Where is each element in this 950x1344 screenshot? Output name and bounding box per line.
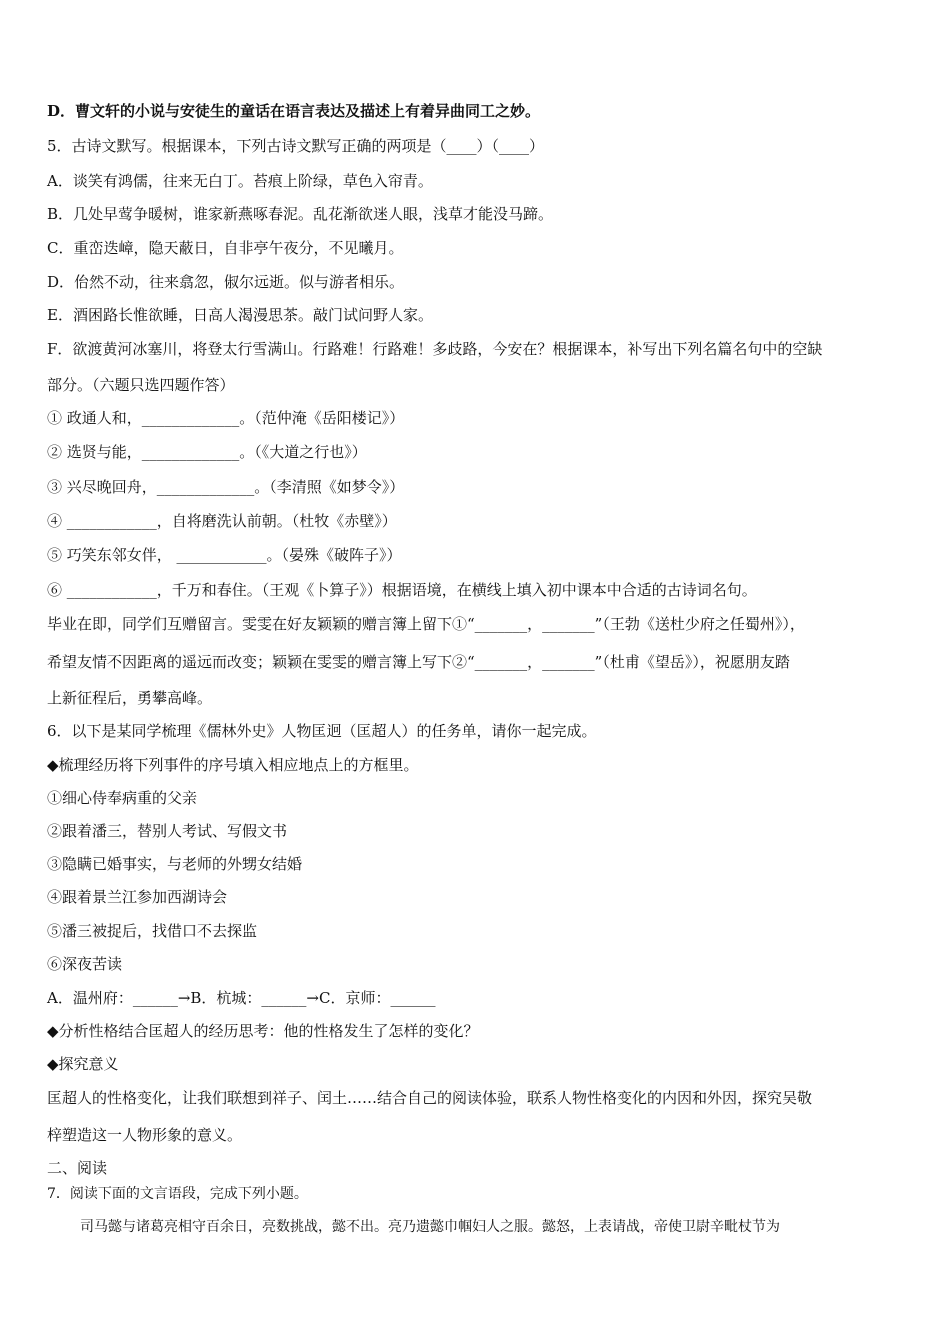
option-d2-line: D．佁然不动，往来翕忽，俶尔远逝。似与游者相乐。	[47, 273, 405, 291]
context-line-2: 希望友情不因距离的遥远而改变；颖颖在雯雯的赠言簿上写下②“_______，_______”（杜甫《望岳》），祝愿朋友踏	[47, 653, 790, 671]
fill-item-4: ④ ____________，自将磨洗认前朝。（杜牧《赤壁》）	[47, 512, 397, 530]
event-6: ⑥深夜苦读	[47, 955, 123, 973]
location-blanks: A．温州府：______→B．杭城：______→C．京师：______	[47, 989, 436, 1007]
option-d-line: D．曹文轩的小说与安徒生的童话在语言表达及描述上有着异曲同工之妙。	[47, 102, 541, 120]
classical-passage-line: 司马懿与诸葛亮相守百余日，亮数挑战，懿不出。亮乃遗懿巾帼妇人之服。懿怒，上表请战，帝使卫尉辛毗杖节为	[80, 1219, 780, 1235]
context-line-3: 上新征程后，勇攀高峰。	[47, 689, 213, 707]
task-1-heading: ◆梳理经历将下列事件的序号填入相应地点上的方框里。	[47, 756, 419, 774]
event-1: ①细心侍奉病重的父亲	[47, 789, 198, 807]
event-2: ②跟着潘三，替别人考试、写假文书	[47, 822, 288, 840]
fill-item-5: ⑤ 巧笑东邻女伴， ____________。（晏殊《破阵子》）	[47, 546, 402, 564]
task-3-body-2: 梓塑造这一人物形象的意义。	[47, 1126, 243, 1144]
event-4: ④跟着景兰江参加西湖诗会	[47, 888, 228, 906]
section-2-heading: 二、阅读	[47, 1159, 108, 1177]
option-a-line: A．谈笑有鸿儒，往来无白丁。苔痕上阶绿，草色入帘青。	[47, 172, 433, 190]
option-b-line: B．几处早莺争暖树，谁家新燕啄春泥。乱花渐欲迷人眼，浅草才能没马蹄。	[47, 205, 554, 223]
question-7-stem: 7．阅读下面的文言语段，完成下列小题。	[47, 1186, 308, 1202]
instruction-line: 部分。（六题只选四题作答）	[47, 376, 235, 394]
fill-item-2: ② 选贤与能，_____________。（《大道之行也》）	[47, 443, 367, 461]
fill-item-6: ⑥ ____________，千万和春住。（王观《卜算子》）根据语境，在横线上填入初中课本中合适的古诗词名句。	[47, 581, 757, 599]
task-2-heading: ◆分析性格结合匡超人的经历思考：他的性格发生了怎样的变化？	[47, 1022, 479, 1040]
fill-item-1: ① 政通人和，_____________。（范仲淹《岳阳楼记》）	[47, 409, 405, 427]
option-f-line: F．欲渡黄河冰塞川，将登太行雪满山。行路难！行路难！多歧路，今安在？根据课本，补写出下列名篇名句中的空缺	[47, 340, 823, 358]
event-3: ③隐瞒已婚事实，与老师的外甥女结婚	[47, 855, 303, 873]
event-5: ⑤潘三被捉后，找借口不去探监	[47, 922, 258, 940]
option-e-line: E．酒困路长惟欲睡，日高人渴漫思茶。敲门试问野人家。	[47, 306, 433, 324]
question-5-stem: 5．古诗文默写。根据课本，下列古诗文默写正确的两项是（____）（____）	[47, 137, 545, 155]
option-c-line: C．重峦迭嶂，隐天蔽日，自非亭午夜分，不见曦月。	[47, 239, 404, 257]
context-line-1: 毕业在即，同学们互赠留言。雯雯在好友颖颖的赠言簿上留下①“_______，_______”（王勃《送杜少府之任蜀州》），	[47, 615, 805, 633]
task-3-body-1: 匡超人的性格变化，让我们联想到祥子、闰土……结合自己的阅读体验，联系人物性格变化的内因和外因，探究吴敬	[47, 1089, 813, 1107]
question-6-stem: 6．以下是某同学梳理《儒林外史》人物匡迥（匡超人）的任务单，请你一起完成。	[47, 722, 597, 740]
fill-item-3: ③ 兴尽晚回舟，_____________。（李清照《如梦令》）	[47, 478, 405, 496]
task-3-heading: ◆探究意义	[47, 1055, 119, 1073]
